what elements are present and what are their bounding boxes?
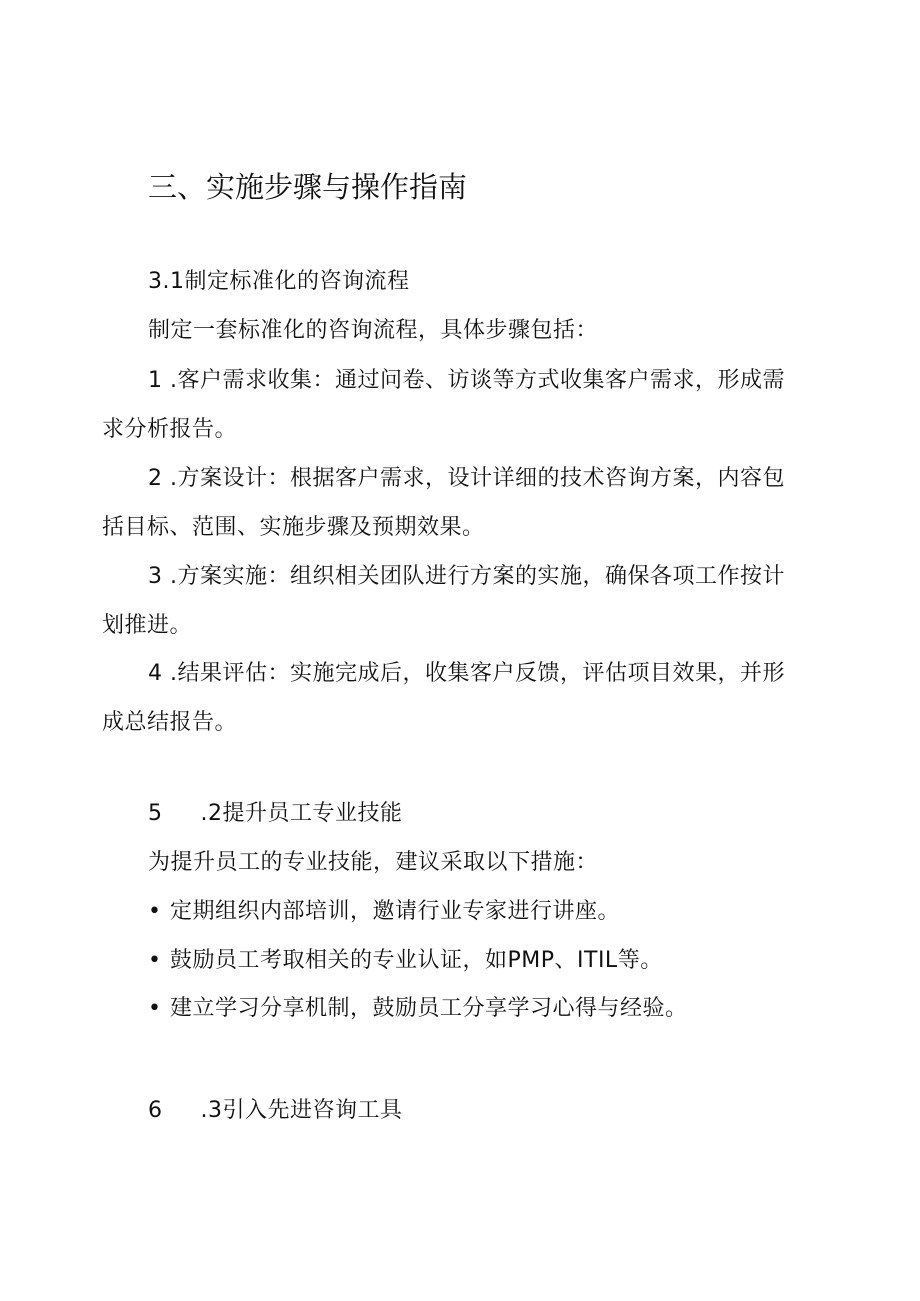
- subsection-number: 5: [148, 801, 163, 826]
- bullet-item: [148, 996, 688, 1022]
- bullet-text: 建立学习分享机制，鼓励员工分享学习心得与经验。: [170, 996, 688, 1021]
- bullet-text: 鼓励员工考取相关的专业认证，如PMP、ITIL等。: [170, 948, 663, 973]
- step-3-line-2: 划推进。: [102, 613, 193, 638]
- subsection-heading-3-2: [148, 801, 403, 827]
- step-1-line-1: 1 .客户需求收集：通过问卷、访谈等方式收集客户需求，形成需: [148, 368, 785, 393]
- step-4-line-2: 成总结报告。: [102, 710, 238, 735]
- subsection-heading-3-1: 3.1制定标准化的咨询流程: [148, 269, 410, 294]
- subsection-heading-3-3: [148, 1098, 403, 1124]
- bullet-item: [148, 899, 620, 925]
- subsection-heading-text: .2提升员工专业技能: [200, 801, 403, 826]
- paragraph-intro-3-1: 制定一套标准化的咨询流程，具体步骤包括：: [148, 318, 599, 343]
- step-3-line-1: 3 .方案实施：组织相关团队进行方案的实施，确保各项工作按计: [148, 564, 785, 589]
- bullet-text: 定期组织内部培训，邀请行业专家进行讲座。: [170, 899, 621, 924]
- step-4-line-1: 4 .结果评估：实施完成后，收集客户反馈，评估项目效果，并形: [148, 661, 785, 686]
- step-1-line-2: 求分析报告。: [102, 417, 238, 442]
- bullet-icon: •: [148, 899, 162, 924]
- bullet-icon: •: [148, 996, 162, 1021]
- bullet-item: [148, 948, 663, 974]
- subsection-number: 6: [148, 1098, 163, 1123]
- paragraph-intro-3-2: 为提升员工的专业技能，建议采取以下措施：: [148, 850, 599, 875]
- subsection-heading-text: .3引入先进咨询工具: [200, 1098, 403, 1123]
- step-2-line-2: 括目标、范围、实施步骤及预期效果。: [102, 515, 485, 540]
- step-2-line-1: 2 .方案设计：根据客户需求，设计详细的技术咨询方案，内容包: [148, 466, 785, 491]
- bullet-icon: •: [148, 948, 162, 973]
- section-title: 三、实施步骤与操作指南: [148, 170, 468, 204]
